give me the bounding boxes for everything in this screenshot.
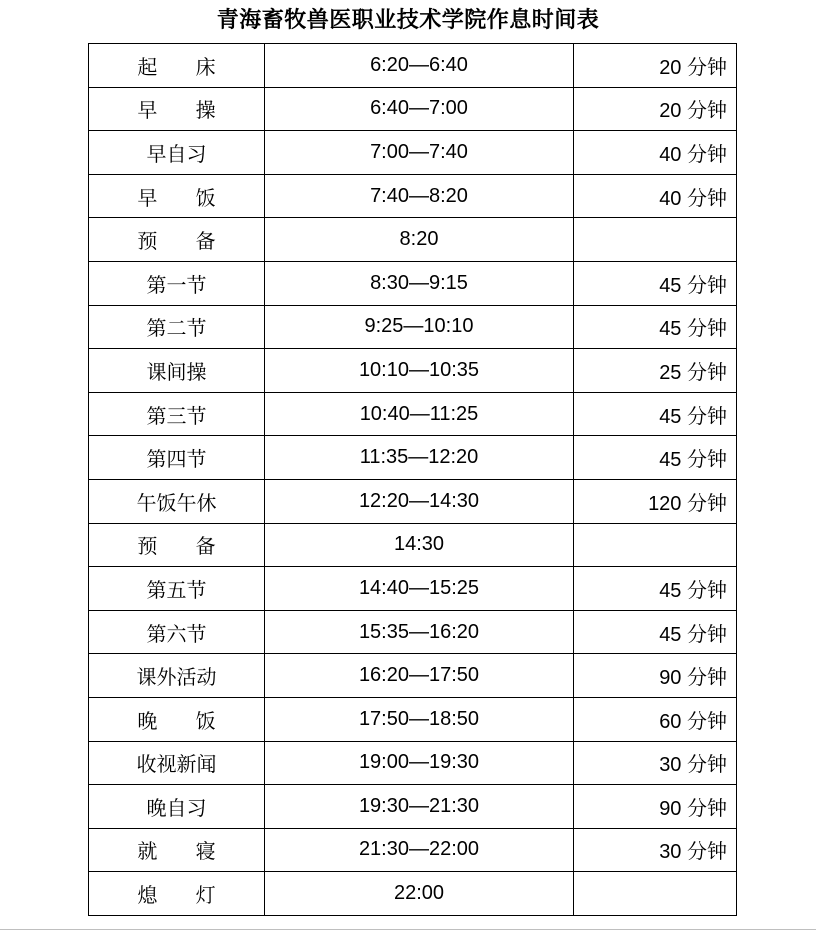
activity-name: 课间操	[146, 359, 207, 384]
activity-name-cell	[89, 174, 265, 218]
duration-cell	[574, 872, 737, 916]
activity-name: 收视新闻	[136, 752, 217, 777]
page-title: 青海畜牧兽医职业技术学院作息时间表	[216, 8, 600, 33]
activity-name: 熄 灯	[137, 883, 232, 908]
activity-name: 第四节	[146, 447, 207, 472]
schedule-table-body	[89, 44, 737, 916]
activity-name: 预 备	[137, 229, 232, 254]
activity-name-cell	[89, 523, 265, 567]
activity-name: 第三节	[146, 403, 207, 428]
schedule-row	[89, 87, 737, 131]
duration-cell: 120 分钟	[574, 479, 737, 523]
activity-name: 第一节	[146, 272, 207, 297]
time-range-cell: 8:20	[265, 218, 574, 262]
duration-cell: 45 分钟	[574, 261, 737, 305]
activity-name-cell	[89, 131, 265, 175]
activity-name-cell	[89, 44, 265, 88]
schedule-row	[89, 741, 737, 785]
duration-cell: 20 分钟	[574, 44, 737, 88]
schedule-row	[89, 436, 737, 480]
time-range-cell: 10:40—11:25	[265, 392, 574, 436]
schedule-row	[89, 218, 737, 262]
activity-name-cell	[89, 567, 265, 611]
activity-name: 起 床	[137, 54, 232, 79]
schedule-row	[89, 44, 737, 88]
activity-name-cell	[89, 218, 265, 262]
time-range-cell: 11:35—12:20	[265, 436, 574, 480]
duration-cell: 90 分钟	[574, 785, 737, 829]
time-range-cell: 6:20—6:40	[265, 44, 574, 88]
activity-name-cell	[89, 479, 265, 523]
time-range-cell: 7:00—7:40	[265, 131, 574, 175]
time-range-cell: 19:00—19:30	[265, 741, 574, 785]
duration-cell: 45 分钟	[574, 610, 737, 654]
time-range-cell: 16:20—17:50	[265, 654, 574, 698]
duration-cell: 20 分钟	[574, 87, 737, 131]
schedule-row	[89, 523, 737, 567]
schedule-row	[89, 174, 737, 218]
duration-cell	[574, 218, 737, 262]
activity-name: 就 寝	[137, 839, 232, 864]
activity-name: 第二节	[146, 316, 207, 341]
schedule-row	[89, 261, 737, 305]
schedule-row	[89, 697, 737, 741]
duration-cell	[574, 523, 737, 567]
schedule-row	[89, 567, 737, 611]
schedule-row	[89, 654, 737, 698]
duration-cell: 40 分钟	[574, 131, 737, 175]
time-range-cell: 10:10—10:35	[265, 349, 574, 393]
time-range-cell: 7:40—8:20	[265, 174, 574, 218]
activity-name-cell	[89, 87, 265, 131]
schedule-table	[88, 43, 737, 916]
activity-name: 午饭午休	[136, 490, 217, 515]
activity-name-cell	[89, 872, 265, 916]
time-range-cell: 21:30—22:00	[265, 828, 574, 872]
activity-name-cell	[89, 261, 265, 305]
page-bottom-divider	[0, 929, 816, 930]
schedule-row	[89, 349, 737, 393]
time-range-cell: 22:00	[265, 872, 574, 916]
schedule-row	[89, 872, 737, 916]
duration-cell: 45 分钟	[574, 436, 737, 480]
activity-name: 早自习	[146, 141, 207, 166]
duration-cell: 45 分钟	[574, 392, 737, 436]
duration-cell: 30 分钟	[574, 741, 737, 785]
duration-cell: 40 分钟	[574, 174, 737, 218]
activity-name: 早 操	[137, 98, 232, 123]
time-range-cell: 14:30	[265, 523, 574, 567]
schedule-row	[89, 479, 737, 523]
time-range-cell: 14:40—15:25	[265, 567, 574, 611]
schedule-row	[89, 131, 737, 175]
duration-cell: 30 分钟	[574, 828, 737, 872]
activity-name: 第六节	[146, 621, 207, 646]
activity-name-cell	[89, 436, 265, 480]
activity-name-cell	[89, 697, 265, 741]
duration-cell: 45 分钟	[574, 305, 737, 349]
duration-cell: 25 分钟	[574, 349, 737, 393]
duration-cell: 90 分钟	[574, 654, 737, 698]
activity-name: 晚 饭	[137, 708, 232, 733]
duration-cell: 60 分钟	[574, 697, 737, 741]
activity-name: 早 饭	[137, 185, 232, 210]
activity-name: 预 备	[137, 534, 232, 559]
time-range-cell: 6:40—7:00	[265, 87, 574, 131]
activity-name: 第五节	[146, 577, 207, 602]
schedule-row	[89, 392, 737, 436]
activity-name-cell	[89, 654, 265, 698]
activity-name: 课外活动	[136, 665, 217, 690]
activity-name-cell	[89, 785, 265, 829]
activity-name-cell	[89, 741, 265, 785]
activity-name-cell	[89, 828, 265, 872]
time-range-cell: 9:25—10:10	[265, 305, 574, 349]
schedule-row	[89, 610, 737, 654]
time-range-cell: 17:50—18:50	[265, 697, 574, 741]
schedule-row	[89, 828, 737, 872]
time-range-cell: 19:30—21:30	[265, 785, 574, 829]
activity-name-cell	[89, 610, 265, 654]
schedule-row	[89, 785, 737, 829]
time-range-cell: 8:30—9:15	[265, 261, 574, 305]
time-range-cell: 15:35—16:20	[265, 610, 574, 654]
activity-name: 晚自习	[146, 795, 207, 820]
activity-name-cell	[89, 349, 265, 393]
duration-cell: 45 分钟	[574, 567, 737, 611]
time-range-cell: 12:20—14:30	[265, 479, 574, 523]
activity-name-cell	[89, 392, 265, 436]
schedule-row	[89, 305, 737, 349]
activity-name-cell	[89, 305, 265, 349]
